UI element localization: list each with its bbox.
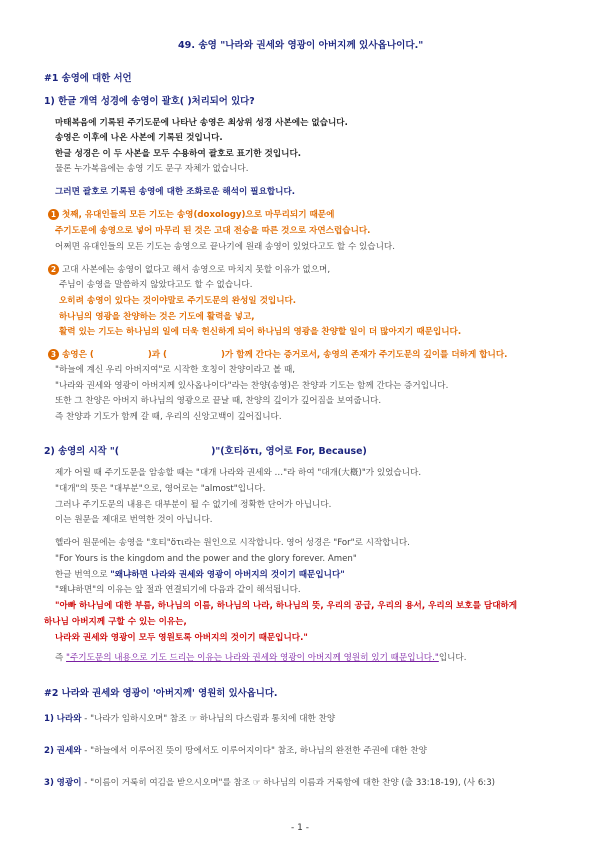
red-quote-line-2: 하나님 아버지께 구할 수 있는 이유는,: [44, 617, 187, 627]
sub2-line-1: 제가 어릴 때 주기도문을 암송할 때는 "대개 나라와 권세와 …"라 하여 "대개(大槪)"가 있었습니다.: [55, 468, 422, 478]
point-number-badge: 3: [48, 349, 59, 360]
point1-line-1: 1 첫째, 유대인들의 모든 기도는 송영(doxology)으로 마무리되기 때문에: [48, 209, 334, 221]
sub1-line-1: 마태복음에 기록된 주기도문에 나타난 송영은 최상위 성경 사본에는 없습니다.: [55, 118, 348, 128]
page-number: - 1 -: [291, 823, 309, 833]
point2-line-2: 주님이 송영을 말씀하지 않았다고도 할 수 없습니다.: [59, 280, 253, 290]
point3-line-4: 또한 그 찬양은 아버지 하나님의 영광으로 끝날 때, 찬양의 깊이가 깊어짐을 보여줍니다.: [55, 396, 382, 406]
korean-translation-line: 한글 번역으로 "왜냐하면 나라와 권세와 영광이 아버지의 것이기 때문입니다": [55, 570, 345, 580]
sub2-line-3: 그러나 주기도문의 내용은 대부분이 될 수 없기에 정확한 단어가 아닙니다.: [55, 500, 332, 510]
section1-heading: #1 송영에 대한 서언: [44, 73, 132, 84]
point3-line-3: "나라와 권세와 영광이 아버지께 있사옵나이다"라는 찬양(송영)은 찬양과 기도는 함께 간다는 증거입니다.: [55, 381, 449, 391]
point2-line-1: 2 고대 사본에는 송영이 없다고 해서 송영으로 마치지 못할 이유가 없으며,: [48, 264, 330, 276]
point3-line-2: "하늘에 계신 우리 아버지여"로 시작한 호칭이 찬양이라고 볼 때,: [55, 365, 296, 375]
page-title: 49. 송영 "나라와 권세와 영광이 아버지께 있사옵나이다.": [178, 40, 424, 51]
section2-item-3: 3) 영광이 - "이름이 거룩히 여김을 받으시오며"를 참조 ☞ 하나님의 이름과 거룩함에 대한 찬양 (출 33:18-19), (사 6:3): [44, 778, 496, 788]
point1-line-3: 어쩌면 유대인들의 모든 기도는 송영으로 끝나기에 원래 송영이 있었다고도 할 수 있습니다.: [55, 242, 395, 252]
english-verse-line: "For Yours is the kingdom and the power and the glory forever. Amen": [55, 554, 357, 564]
sub1-line-4: 물론 누가복음에는 송영 기도 문구 자체가 없습니다.: [55, 164, 249, 174]
point1-line-2: 주기도문에 송영으로 넣어 마무리 된 것은 고대 전승을 따른 것으로 자연스럽습니다.: [55, 226, 371, 236]
section2-item-2: 2) 권세와 - "하늘에서 이루어진 뜻이 땅에서도 이루어지이다" 참조, 하나님의 완전한 주권에 대한 찬양: [44, 746, 427, 756]
sub1-heading: 1) 한글 개역 성경에 송영이 괄호( )처리되어 있다?: [44, 96, 255, 107]
point-number-badge: 1: [48, 209, 59, 220]
section2-heading: #2 나라와 권세와 영광이 '아버지께' 영원히 있사옵니다.: [44, 688, 278, 699]
point3-line-5: 즉 찬양과 기도가 함께 갈 때, 우리의 신앙고백이 깊어집니다.: [55, 412, 282, 422]
sub2-line-4: 이는 원문을 제대로 번역한 것이 아닙니다.: [55, 515, 213, 525]
point-number-badge: 2: [48, 264, 59, 275]
section2-item-1: 1) 나라와 - "나라가 임하시오며" 참조 ☞ 하나님의 다스림과 통치에 대한 찬양: [44, 714, 336, 724]
sub1-line-2: 송영은 이후에 나온 사본에 기록된 것입니다.: [55, 133, 223, 143]
summary-line: 즉 "주기도문의 내용으로 기도 드리는 이유는 나라와 권세와 영광이 아버지께 영원히 있기 때문입니다."입니다.: [55, 653, 467, 663]
red-quote-line-1: "아빠 하나님에 대한 부름, 하나님의 이름, 하나님의 나라, 하나님의 뜻, 우리의 공급, 우리의 용서, 우리의 보호를 담대하게: [55, 601, 518, 611]
point3-line-1: 3 송영은 ( )과 ( )가 함께 간다는 증거로서, 송영의 존재가 주기도문의 깊이를 더하게 합니다.: [48, 349, 507, 361]
sub1-line-3: 한글 성경은 이 두 사본을 모두 수용하여 괄호로 표기한 것입니다.: [55, 149, 302, 159]
greek-origin-line: 헬라어 원문에는 송영을 "호티"ὅτι라는 원인으로 시작합니다. 영어 성경은 "For"로 시작합니다.: [55, 538, 410, 548]
point2-line-5: 활력 있는 기도는 하나님의 일에 더욱 헌신하게 되어 하나님의 영광을 찬양할 일이 더 많아지기 때문입니다.: [59, 327, 462, 337]
red-quote-line-3: 나라와 권세와 영광이 모두 영원토록 아버지의 것이기 때문입니다.": [55, 633, 308, 643]
sub2-line-2: "대개"의 뜻은 "대부분"으로, 영어로는 "almost"입니다.: [55, 484, 266, 494]
point2-line-4: 하나님의 영광을 찬양하는 것은 기도에 활력을 넣고,: [59, 312, 255, 322]
reason-line: "왜냐하면"의 이유는 앞 절과 연결되기에 다음과 같이 해석됩니다.: [55, 585, 301, 595]
sub1-emphasis: 그러면 괄호로 기록된 송영에 대한 조화로운 해석이 필요합니다.: [55, 187, 296, 197]
sub2-heading: 2) 송영의 시작 "( )"(호티ὅτι, 영어로 For, Because): [44, 446, 367, 457]
point2-line-3: 오히려 송영이 있다는 것이야말로 주기도문의 완성일 것입니다.: [59, 296, 297, 306]
